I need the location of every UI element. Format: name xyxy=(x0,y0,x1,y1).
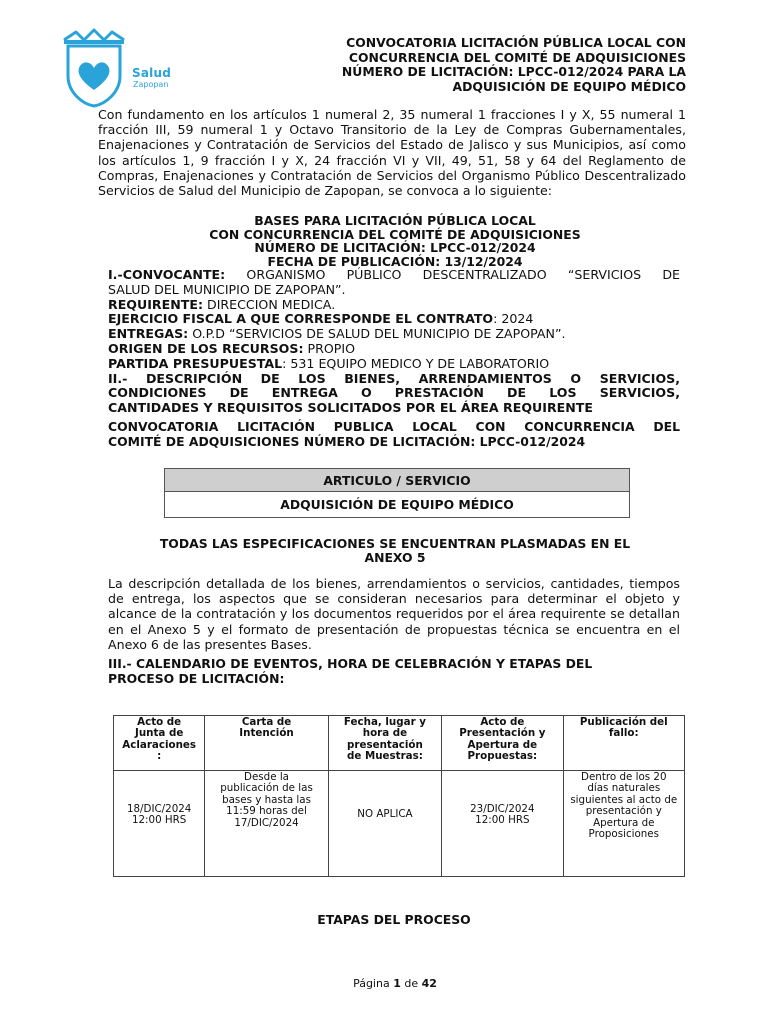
footer-of: de xyxy=(404,977,419,990)
convocante-line xyxy=(108,268,680,283)
bases-header xyxy=(120,214,670,268)
convocatoria-reference-line: COMITÉ DE ADQUISICIONES NÚMERO DE LICITACIÓN: LPCC-012/2024 xyxy=(108,433,586,449)
section-2-line: II.- DESCRIPCIÓN DE LOS BIENES, ARRENDAMIENTOS O SERVICIOS, xyxy=(108,370,680,386)
header-cell: Acto de Junta de Aclaraciones : xyxy=(114,716,205,771)
partida-label: PARTIDA PRESUPUESTAL xyxy=(108,355,283,371)
calendar-heading xyxy=(108,657,680,686)
page-footer xyxy=(0,977,770,990)
table-cell: Desde la publicación de las bases y hasta las 11:59 horas del 17/DIC/2024 xyxy=(205,771,328,877)
partida-value: : 531 EQUIPO MEDICO Y DE LABORATORIO xyxy=(282,355,550,371)
footer-prefix: Página xyxy=(353,977,390,990)
logo-brand-text: Salud xyxy=(132,66,171,80)
ejercicio-value: : 2024 xyxy=(493,311,534,327)
specifications-line: ANEXO 5 xyxy=(364,550,426,565)
origen-label: ORIGEN DE LOS RECURSOS: xyxy=(108,340,304,356)
footer-total-pages: 42 xyxy=(421,977,437,990)
article-value: ADQUISICIÓN DE EQUIPO MÉDICO xyxy=(280,497,514,512)
calendar-heading-line: III.- CALENDARIO DE EVENTOS, HORA DE CELEBRACIÓN Y ETAPAS DEL xyxy=(108,656,593,671)
title-line: CONVOCATORIA LICITACIÓN PÚBLICA LOCAL CON xyxy=(346,35,686,50)
partida-line xyxy=(108,357,680,372)
logo-sub-text: Zapopan xyxy=(133,80,169,89)
table-cell: 23/DIC/2024 12:00 HRS xyxy=(442,771,563,877)
calendar-heading-line: PROCESO DE LICITACIÓN: xyxy=(108,670,285,686)
entregas-line xyxy=(108,327,680,342)
bases-line: CON CONCURRENCIA DEL COMITÉ DE ADQUISICIONES xyxy=(209,226,581,242)
entregas-value: O.P.D “SERVICIOS DE SALUD DEL MUNICIPIO DE ZAPOPAN”. xyxy=(192,326,566,342)
ejercicio-label: EJERCICIO FISCAL A QUE CORRESPONDE EL CONTRATO xyxy=(108,311,494,327)
ejercicio-line xyxy=(108,312,680,327)
convocatoria-reference-line: CONVOCATORIA LICITACIÓN PUBLICA LOCAL CON CONCURRENCIA DEL xyxy=(108,419,680,434)
requirente-line xyxy=(108,298,680,313)
description-paragraph: La descripción detallada de los bienes, arrendamientos o servicios, cantidades, tiempos de entrega, los aspectos que se consideran necesarios para determinar el objeto y alcance de la contratación y los documentos requeridos por el área requirente se detallan en el Anexo 5 y el formato de presentación de propuestas técnica se encuentra en el Anexo 6 de las presentes Bases. xyxy=(108,576,680,652)
header-cell: Fecha, lugar y hora de presentación de Muestras: xyxy=(328,716,441,771)
section-2-line: CONDICIONES DE ENTREGA O PRESTACIÓN DE LOS SERVICIOS, xyxy=(108,385,680,401)
footer-page-number: 1 xyxy=(393,977,401,990)
header-cell: Acto de Presentación y Apertura de Propuestas: xyxy=(442,716,563,771)
intro-paragraph: Con fundamento en los artículos 1 numeral 2, 35 numeral 1 fracciones I y X, 55 numeral 1 fracción III, 59 numeral 1 y Octavo Transitorio de la Ley de Compras Gubernamentales, Enajenaciones y Contratación de Servicios del Estado de Jalisco y sus Municipios, así como los artículos 1, 9 fracción I y X, 24 fracción VI y VII, 49, 51, 58 y 64 del Reglamento de Compras, Enajenaciones y Contratación de Servicios del Organismo Público Descentralizado Servicios de Salud del Municipio de Zapopan, se convoca a lo siguiente: xyxy=(98,107,686,199)
table-cell: 18/DIC/2024 12:00 HRS xyxy=(114,771,205,877)
convocatoria-fields xyxy=(108,268,680,416)
article-box xyxy=(164,468,630,518)
requirente-label: REQUIRENTE: xyxy=(108,296,203,312)
title-line: NÚMERO DE LICITACIÓN: LPCC-012/2024 PARA LA xyxy=(341,64,686,79)
specifications-note xyxy=(120,537,670,565)
table-header-row xyxy=(114,716,685,771)
events-table xyxy=(113,715,685,877)
title-line: ADQUISICIÓN DE EQUIPO MÉDICO xyxy=(452,78,686,94)
entregas-label: ENTREGAS: xyxy=(108,326,189,342)
origen-line xyxy=(108,342,680,357)
convocante-value: ORGANISMO PÚBLICO DESCENTRALIZADO “SERVICIOS DE xyxy=(246,267,680,282)
section-2-line: CANTIDADES Y REQUISITOS SOLICITADOS POR EL ÁREA REQUIRENTE xyxy=(108,400,593,416)
title-line: CONCURRENCIA DEL COMITÉ DE ADQUISICIONES xyxy=(348,49,686,65)
bases-line: NÚMERO DE LICITACIÓN: LPCC-012/2024 xyxy=(254,240,536,256)
header-cell: Publicación del fallo: xyxy=(563,716,684,771)
requirente-value: DIRECCION MEDICA. xyxy=(207,296,336,312)
table-cell: NO APLICA xyxy=(328,771,441,877)
origen-value: PROPIO xyxy=(307,340,355,356)
table-cell: Dentro de los 20 días naturales siguientes al acto de presentación y Apertura de Proposiciones xyxy=(563,771,684,877)
specifications-line: TODAS LAS ESPECIFICACIONES SE ENCUENTRAN PLASMADAS EN EL xyxy=(159,536,631,551)
header-cell: Carta de Intención xyxy=(205,716,328,771)
article-header: ARTICULO / SERVICIO xyxy=(165,469,629,492)
table-row xyxy=(114,771,685,877)
convocante-value-cont: SALUD DEL MUNICIPIO DE ZAPOPAN”. xyxy=(108,281,346,297)
document-title xyxy=(260,36,686,94)
convocatoria-reference xyxy=(108,420,680,449)
bases-line: BASES PARA LICITACIÓN PÚBLICA LOCAL xyxy=(254,213,536,228)
etapas-heading: ETAPAS DEL PROCESO xyxy=(317,912,471,927)
convocante-label: I.-CONVOCANTE: xyxy=(108,267,226,282)
bases-line: FECHA DE PUBLICACIÓN: 13/12/2024 xyxy=(267,253,523,269)
